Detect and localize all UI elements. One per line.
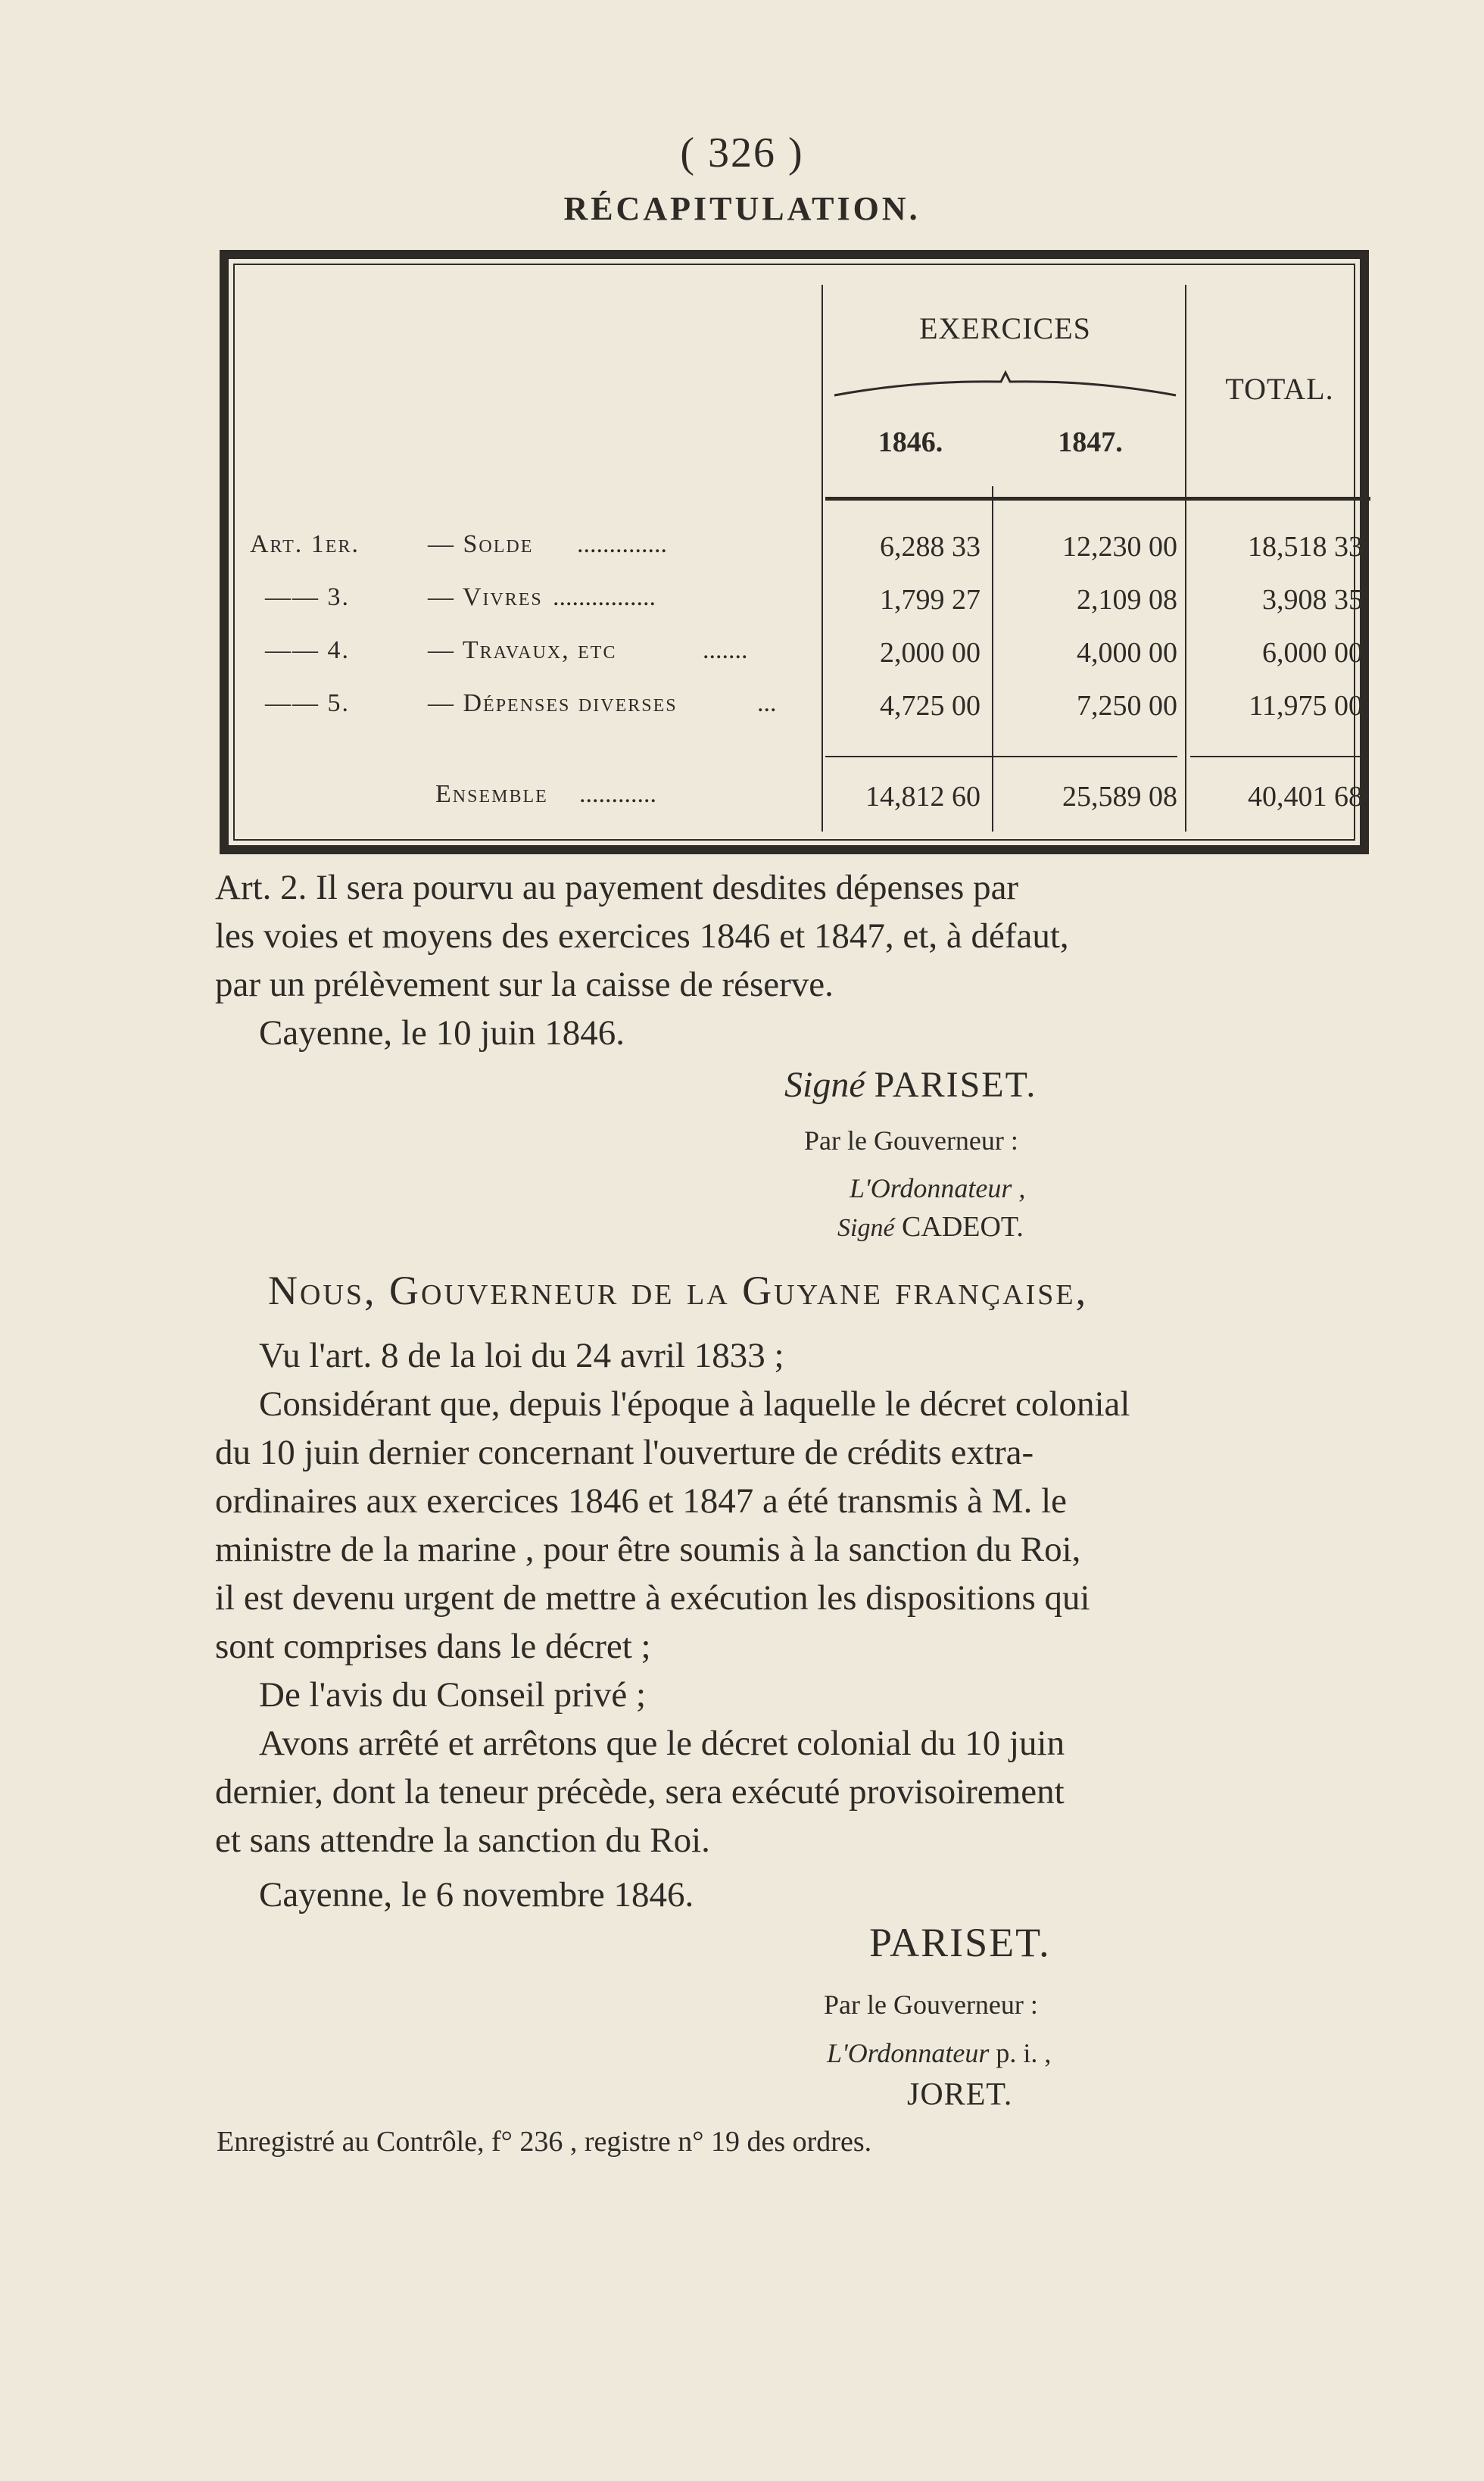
- table-inner-border: [233, 264, 1363, 841]
- ordonnateur-title: L'Ordonnateur: [827, 2038, 990, 2068]
- row-article: —— 3.: [265, 583, 350, 611]
- year-header-1846: 1846.: [878, 426, 943, 458]
- decree-heading: Nous, Gouverneur de la Guyane française,: [268, 1268, 1089, 1313]
- subtotal-rule: [825, 756, 1177, 757]
- year-header-1847: 1847.: [1058, 426, 1123, 458]
- brace-ornament: [833, 370, 1177, 400]
- cell-total: 3,908 35: [1262, 584, 1363, 616]
- article-2-paragraph: [215, 863, 1372, 1091]
- text-line: Art. 2. Il sera pourvu au payement desdites dépenses par: [215, 868, 1019, 907]
- total-header: TOTAL.: [1225, 372, 1334, 406]
- exercices-header: EXERCICES: [919, 311, 1091, 345]
- header-rule: [825, 497, 1370, 501]
- row-dots: .......: [703, 636, 748, 664]
- row-article: —— 4.: [265, 636, 350, 664]
- date-line: Cayenne, le 10 juin 1846.: [259, 1013, 625, 1053]
- text-line: sont comprises dans le décret ;: [215, 1627, 651, 1666]
- ordonnateur-line: [827, 2037, 1051, 2069]
- par-le-gouverneur: Par le Gouverneur :: [804, 1125, 1018, 1156]
- text-line: ordinaires aux exercices 1846 et 1847 a été transmis à M. le: [215, 1481, 1067, 1521]
- column-rule: [1185, 285, 1186, 832]
- ensemble-label: Ensemble: [435, 780, 548, 808]
- row-article: Art. 1er.: [250, 530, 360, 558]
- pi-abbrev: p. i. ,: [996, 2038, 1052, 2068]
- row-dots: ..............: [577, 530, 667, 558]
- column-rule: [992, 486, 993, 832]
- cell-1846: 2,000 00: [880, 637, 980, 669]
- ordonnateur-title: L'Ordonnateur ,: [850, 1173, 1026, 1203]
- column-rule: [822, 285, 823, 832]
- cell-1846: 6,288 33: [880, 531, 980, 563]
- text-line: par un prélèvement sur la caisse de réserve.: [215, 965, 834, 1004]
- cell-1846: 14,812 60: [865, 781, 980, 813]
- row-label: — Solde: [428, 530, 534, 558]
- text-line: dernier, dont la teneur précède, sera exécuté provisoirement: [215, 1772, 1065, 1812]
- text-line: Considérant que, depuis l'époque à laquelle le décret colonial: [259, 1384, 1130, 1424]
- cell-total: 6,000 00: [1262, 637, 1363, 669]
- subtotal-rule: [1190, 756, 1369, 757]
- signature-line: [837, 1210, 1024, 1244]
- text-line: les voies et moyens des exercices 1846 et 1847, et, à défaut,: [215, 916, 1069, 956]
- signe-label: Signé: [784, 1065, 865, 1105]
- signatory-name: PARISET.: [869, 1920, 1051, 1965]
- text-line: il est devenu urgent de mettre à exécution les dispositions qui: [215, 1578, 1090, 1618]
- text-line: De l'avis du Conseil privé ;: [259, 1675, 647, 1715]
- signatory-name: JORET.: [907, 2077, 1013, 2112]
- row-dots: ...: [757, 689, 777, 717]
- row-label: — Dépenses diverses: [428, 689, 678, 717]
- text-line: et sans attendre la sanction du Roi.: [215, 1821, 710, 1860]
- date-line: Cayenne, le 6 novembre 1846.: [259, 1875, 694, 1915]
- signatory-name: CADEOT.: [902, 1211, 1024, 1243]
- cell-1846: 1,799 27: [880, 584, 980, 616]
- cell-total: 18,518 33: [1248, 531, 1363, 563]
- cell-1847: 7,250 00: [1077, 690, 1177, 722]
- recap-table: [220, 250, 1369, 854]
- cell-1847: 2,109 08: [1077, 584, 1177, 616]
- cell-total: 40,401 68: [1248, 781, 1363, 813]
- signe-label: Signé: [837, 1214, 895, 1242]
- text-line: ministre de la marine , pour être soumis à la sanction du Roi,: [215, 1530, 1081, 1569]
- decree-text: [215, 1266, 1372, 1933]
- row-dots: ................: [553, 583, 656, 611]
- row-label: — Vivres: [428, 583, 543, 611]
- cell-1847: 12,230 00: [1062, 531, 1177, 563]
- signatory-name: PARISET.: [874, 1065, 1037, 1105]
- row-article: —— 5.: [265, 689, 350, 717]
- text-line: Avons arrêté et arrêtons que le décret colonial du 10 juin: [259, 1724, 1065, 1763]
- signature-line: [784, 1064, 1037, 1106]
- cell-1847: 25,589 08: [1062, 781, 1177, 813]
- par-le-gouverneur: Par le Gouverneur :: [824, 1989, 1038, 2020]
- text-line: Vu l'art. 8 de la loi du 24 avril 1833 ;: [259, 1336, 784, 1375]
- page-number: ( 326 ): [680, 130, 804, 176]
- cell-1847: 4,000 00: [1077, 637, 1177, 669]
- cell-total: 11,975 00: [1249, 690, 1363, 722]
- text-line: du 10 juin dernier concernant l'ouverture de crédits extra-: [215, 1433, 1034, 1472]
- row-label: — Travaux, etc: [428, 636, 617, 664]
- registration-note: Enregistré au Contrôle, f° 236 , registre n° 19 des ordres.: [217, 2126, 872, 2158]
- row-dots: ............: [579, 780, 656, 808]
- cell-1846: 4,725 00: [880, 690, 980, 722]
- page-title: RÉCAPITULATION.: [563, 190, 921, 227]
